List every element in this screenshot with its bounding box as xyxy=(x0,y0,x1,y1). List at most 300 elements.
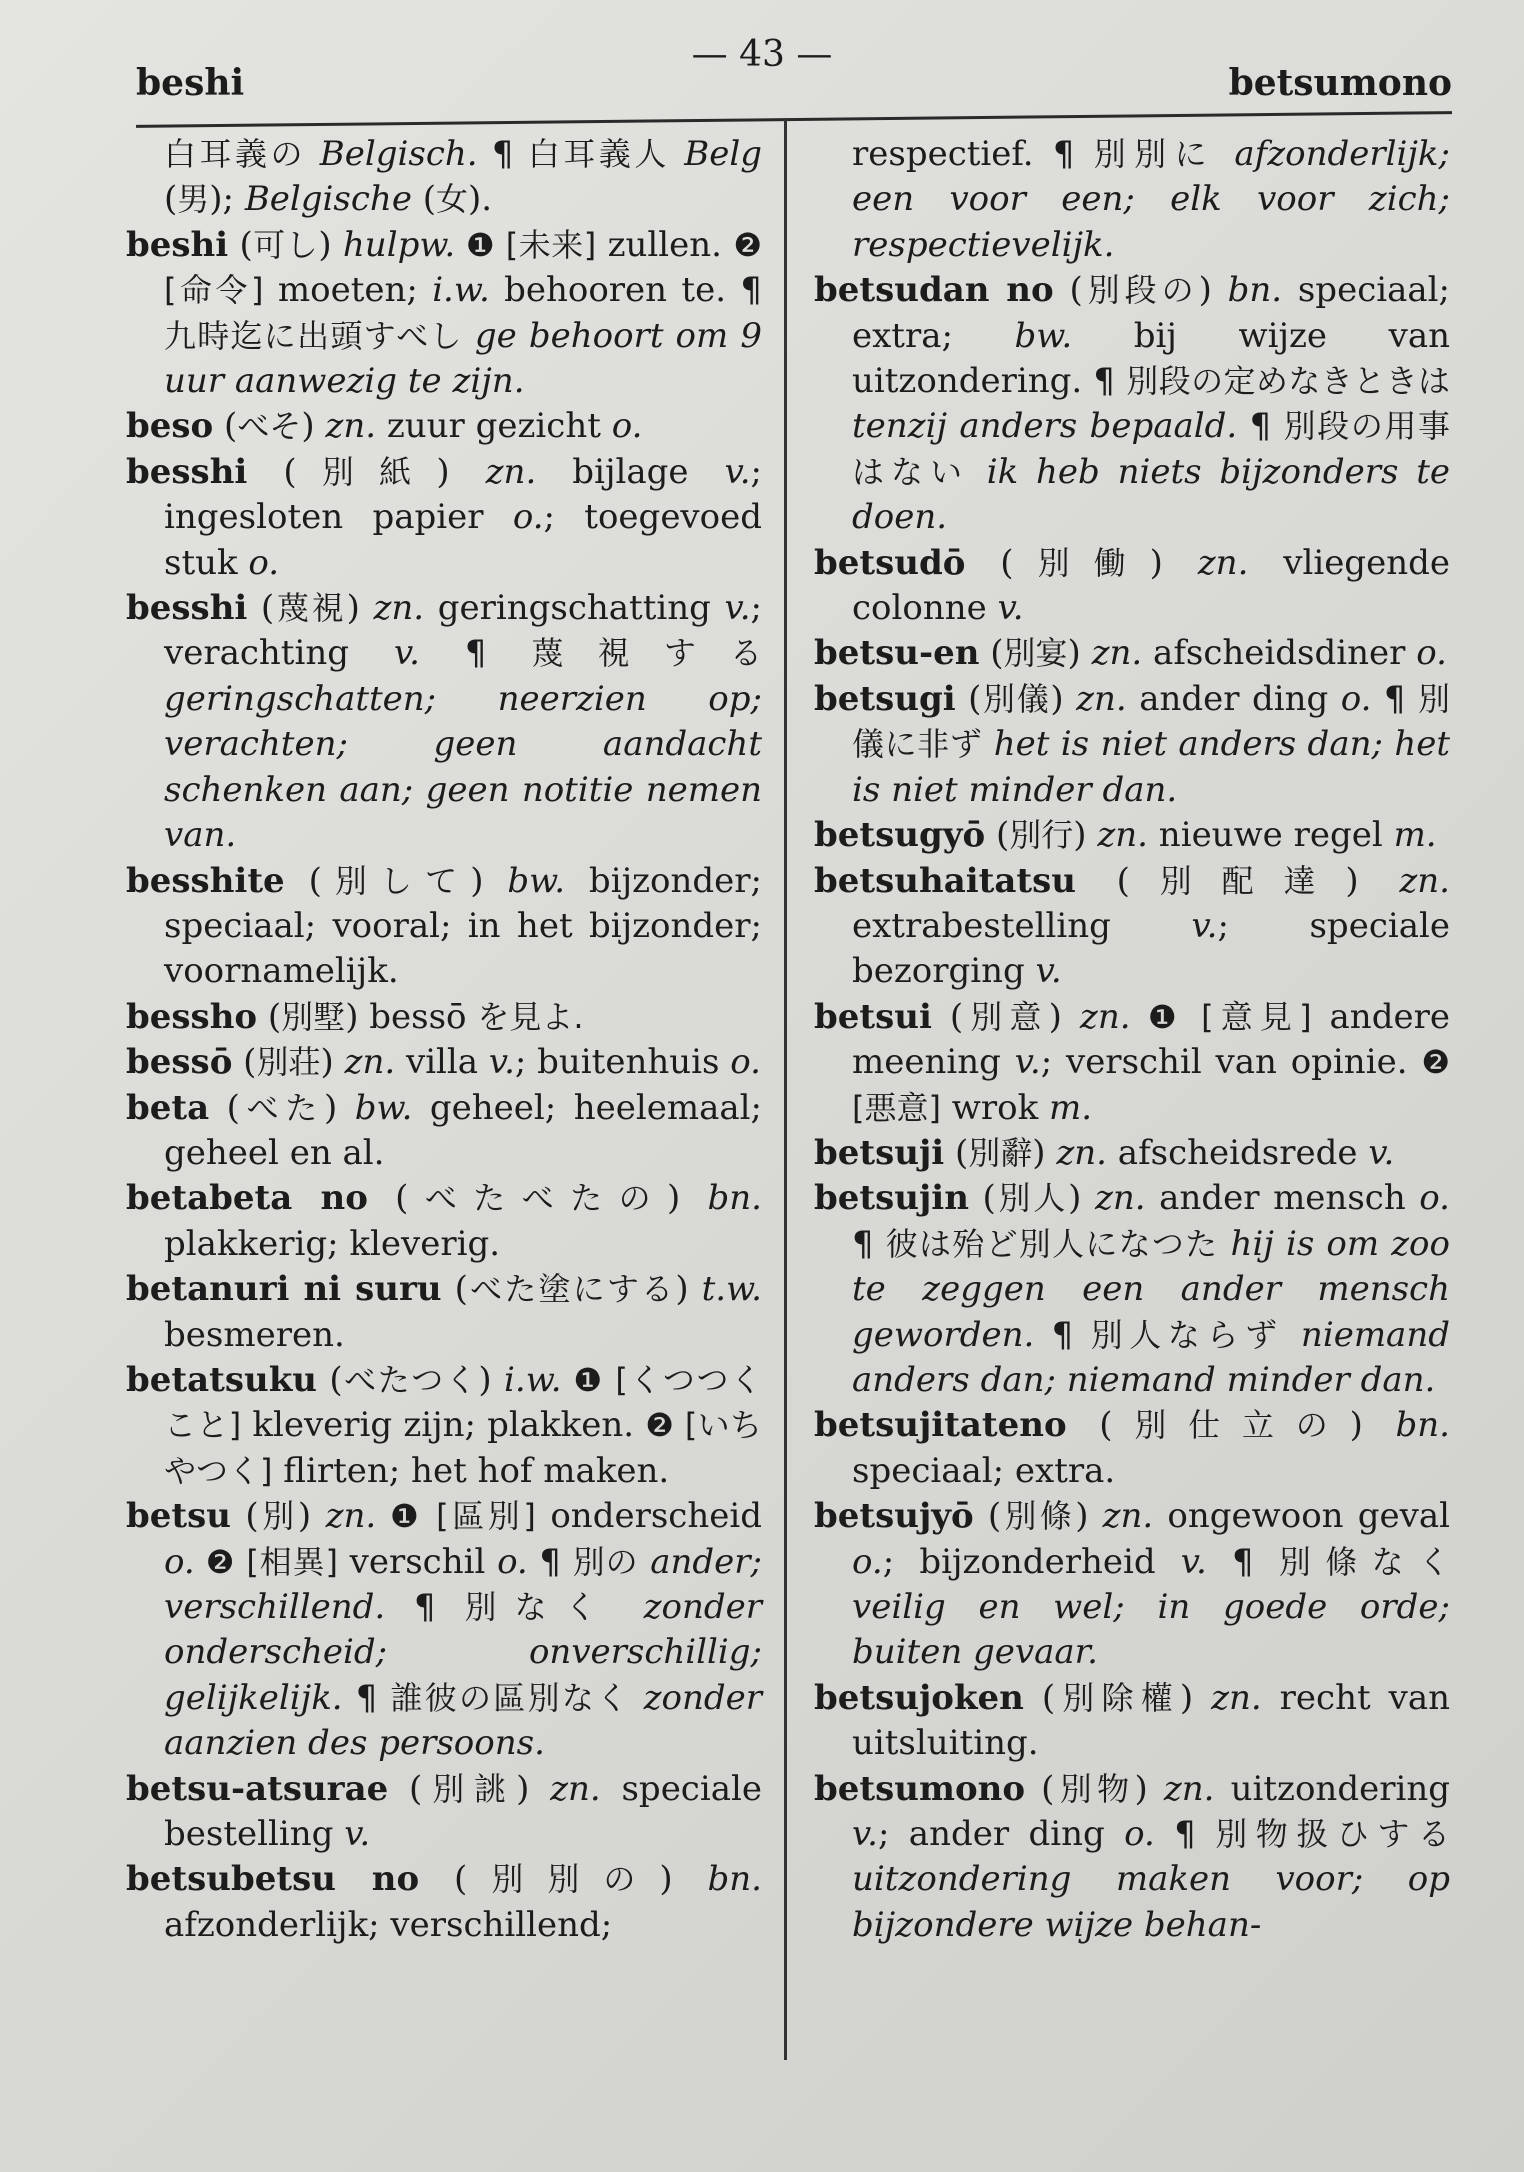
entry-text: ( xyxy=(411,179,437,220)
entry-text xyxy=(969,452,987,492)
headword: bessō xyxy=(126,1042,233,1083)
entry-text: [意見] xyxy=(1201,997,1312,1036)
entry-text: zonder onderscheid; onverschillig; gelijkelijk. xyxy=(164,1587,763,1718)
entry-text xyxy=(615,1587,644,1627)
entry-text: zn. xyxy=(1197,542,1249,583)
entry-text: ❷ xyxy=(733,225,762,264)
entry-text: べたつく xyxy=(342,1360,479,1399)
entry-text: べそ xyxy=(237,407,302,446)
entry-text: ( xyxy=(213,406,238,447)
entry-text: ¶ xyxy=(477,134,528,174)
entry-text: verschil xyxy=(337,1541,498,1582)
entry-text: bijlage xyxy=(536,451,725,492)
dictionary-entry xyxy=(126,1040,762,1085)
entry-text: zullen. xyxy=(596,224,734,265)
entry-text: ❶ xyxy=(455,225,506,264)
entry-text: zn. xyxy=(1097,815,1148,856)
dictionary-entry xyxy=(126,404,762,449)
entry-text: 別條 xyxy=(1001,1497,1076,1536)
dictionary-entry xyxy=(126,223,762,405)
entry-text: speciaal; extra. xyxy=(852,1450,1116,1491)
entry-text: べたべたの xyxy=(408,1179,668,1218)
entry-text: o. xyxy=(1416,633,1447,674)
entry-text xyxy=(630,1678,643,1718)
entry-text: bw. xyxy=(1014,315,1073,356)
dictionary-entry xyxy=(126,450,762,586)
entry-text: ¶ xyxy=(342,1677,391,1718)
dictionary-entry xyxy=(126,1857,762,1948)
entry-text: ❷ xyxy=(1421,1043,1450,1082)
entry-text: ) xyxy=(320,1042,345,1083)
entry-text: ) xyxy=(667,1178,708,1219)
entry-text: 蔑視 xyxy=(274,589,347,628)
dictionary-entry xyxy=(126,1494,762,1766)
dictionary-entry xyxy=(814,1676,1450,1767)
entry-text: zn. xyxy=(1211,1677,1262,1718)
entry-text: o. xyxy=(1340,678,1372,719)
entry-text: afscheidsrede xyxy=(1107,1132,1369,1173)
headword: besshite xyxy=(126,860,285,901)
headword: betsudan no xyxy=(814,270,1054,311)
headword: betsuhaitatsu xyxy=(814,860,1076,901)
entry-text: ) xyxy=(470,860,508,901)
entry-text: ( xyxy=(209,1087,240,1128)
entry-text: ; verachting xyxy=(164,588,762,674)
entry-text: 別儀に非ず xyxy=(852,679,1450,764)
entry-text: villa xyxy=(395,1042,489,1083)
entry-text: v. xyxy=(1191,905,1218,946)
entry-text: o. xyxy=(1124,1814,1155,1855)
entry-text: 別段の定めなきときは xyxy=(1126,362,1450,401)
entry-text: zn. xyxy=(1399,860,1450,901)
entry-text: 九時迄に出頭すべし xyxy=(164,316,463,355)
dictionary-entry xyxy=(126,1086,762,1177)
entry-text: 別働 xyxy=(1013,543,1150,582)
dictionary-entry xyxy=(814,541,1450,632)
entry-text: zuur gezicht xyxy=(376,406,612,447)
entry-text: o. xyxy=(497,1541,528,1582)
entry-text: ); xyxy=(209,179,245,220)
entry-text: ¶ xyxy=(1034,1314,1091,1355)
dictionary-entry xyxy=(126,586,762,858)
entry-text: zn. xyxy=(325,406,377,447)
entry-text: 別別に xyxy=(1093,135,1216,173)
entry-text: ( xyxy=(388,1768,423,1809)
entry-text: 別條なく xyxy=(1278,1542,1450,1581)
entry-text: ¶ xyxy=(527,1541,573,1582)
entry-text: ) xyxy=(297,1496,326,1537)
entry-text: 別別の xyxy=(467,1860,660,1899)
entry-text: 別配達 xyxy=(1129,861,1346,900)
entry-text: ik heb niets bijzonders te doen. xyxy=(852,451,1450,538)
entry-text: ander ding xyxy=(1126,678,1341,719)
entry-text: ) xyxy=(1068,1178,1095,1219)
entry-text: zonder aanzien des persoons. xyxy=(164,1677,762,1764)
entry-text: 別段の用事はない xyxy=(852,407,1450,491)
entry-text: afscheidsdiner xyxy=(1142,633,1417,674)
dictionary-entry xyxy=(126,995,762,1040)
headword: besshi xyxy=(126,588,248,629)
entry-text: ) xyxy=(1198,270,1228,311)
entry-text: flirten; het hof maken. xyxy=(272,1450,670,1491)
entry-text: besmeren. xyxy=(164,1314,345,1355)
dictionary-entry xyxy=(814,1131,1450,1176)
entry-text: ❷ xyxy=(645,1406,685,1445)
column-divider xyxy=(784,118,787,2060)
entry-text: 彼は殆ど別人になつた xyxy=(885,1224,1219,1263)
entry-text: Belgische xyxy=(244,179,412,220)
entry-text: zn. xyxy=(344,1042,396,1083)
entry-text: ( xyxy=(367,1178,409,1219)
entry-text: zn. xyxy=(485,451,537,492)
entry-text: wrok xyxy=(940,1087,1050,1128)
entry-text: 別人ならず xyxy=(1090,1315,1284,1354)
entry-text: 別行 xyxy=(1009,816,1074,855)
entry-text: ( xyxy=(228,224,253,265)
entry-text: ¶ xyxy=(1371,678,1418,719)
entry-text: v. xyxy=(1035,951,1062,992)
entry-text: bn. xyxy=(707,1859,762,1900)
headword: betsu-atsurae xyxy=(126,1768,389,1809)
entry-text: ) xyxy=(478,1359,505,1400)
entry-text: [未来] xyxy=(505,225,597,264)
headword: betsuji xyxy=(814,1132,945,1173)
entry-text: ( xyxy=(164,179,178,220)
entry-text: 蔑視する xyxy=(531,634,762,673)
entry-text: ( xyxy=(419,1859,468,1900)
entry-text: v. xyxy=(1368,1132,1395,1173)
entry-text: ( xyxy=(965,542,1014,583)
dictionary-entry xyxy=(814,631,1450,676)
entry-text: ( xyxy=(1023,1677,1056,1718)
headword: betanuri ni suru xyxy=(126,1269,442,1310)
entry-text: ( xyxy=(284,860,322,901)
entry-text: ander; verschillend. xyxy=(164,1541,762,1627)
entry-text: 別荘 xyxy=(256,1043,321,1082)
entry-text: zn. xyxy=(325,1496,377,1537)
entry-text: ; bijzonderheid xyxy=(882,1541,1181,1582)
entry-text: zn. xyxy=(1163,1768,1215,1809)
entry-text xyxy=(639,1542,651,1582)
dictionary-entry xyxy=(126,1176,762,1267)
entry-text: ( xyxy=(232,1042,257,1083)
headword: betsujitateno xyxy=(814,1405,1067,1446)
entry-text: nieuwe regel xyxy=(1147,815,1394,856)
entry-text: geringschatting xyxy=(424,588,725,629)
headword: betsu-en xyxy=(814,633,980,674)
entry-text: ; toegevoed stuk xyxy=(164,497,762,583)
dictionary-entry xyxy=(814,1176,1450,1403)
entry-text: zn. xyxy=(550,1768,601,1809)
entry-text: afzonderlijk; een voor een; elk voor zich; respectievelijk. xyxy=(852,134,1450,265)
entry-text: ) xyxy=(675,1269,702,1310)
dictionary-entry xyxy=(126,1767,762,1858)
entry-text: ( xyxy=(931,996,964,1037)
page-header xyxy=(0,0,1524,130)
entry-text: ¶ xyxy=(385,1587,465,1627)
entry-text: ( xyxy=(985,815,1010,856)
entry-text: 別段の xyxy=(1082,271,1199,310)
dictionary-entry xyxy=(126,1358,762,1494)
headword: betsujin xyxy=(814,1178,969,1219)
entry-text: ( xyxy=(1075,860,1130,901)
entry-text: 別物扱ひする xyxy=(1215,1815,1450,1854)
entry-text: ¶ xyxy=(1206,1541,1279,1582)
entry-text: o. xyxy=(611,406,643,447)
entry-text: geheel; heelemaal; geheel en al. xyxy=(164,1087,762,1173)
entry-text: ; ander ding xyxy=(877,1814,1125,1855)
entry-text: ; verschil van opinie. xyxy=(1040,1042,1422,1083)
entry-text: bn. xyxy=(707,1178,762,1219)
headword: betsudō xyxy=(814,542,966,583)
entry-text: 白耳義の xyxy=(164,135,320,173)
entry-text: uitzondering xyxy=(1214,1768,1450,1809)
entry-text xyxy=(1218,1224,1230,1264)
entry-text: vliegende colonne xyxy=(852,542,1450,629)
entry-text: ❷ xyxy=(194,1542,247,1581)
dictionary-entry xyxy=(814,132,1450,268)
entry-text: 別墅 xyxy=(281,997,346,1036)
entry-text: zn. xyxy=(1094,1178,1146,1219)
entry-text: zn. xyxy=(1056,1132,1107,1173)
entry-text: べた xyxy=(239,1088,324,1127)
entry-text: o. xyxy=(730,1042,761,1083)
entry-text: [命令] xyxy=(164,271,264,310)
entry-text: i.w. xyxy=(504,1359,562,1400)
entry-text: ) xyxy=(346,588,374,629)
entry-text: 別 xyxy=(258,1497,298,1536)
entry-text: ¶ xyxy=(852,1223,886,1264)
dictionary-entry xyxy=(814,677,1450,813)
entry-text: ) xyxy=(1067,633,1092,674)
entry-text: uitzondering maken voor; op bijzondere wijze behan- xyxy=(852,1859,1450,1945)
right-column xyxy=(814,132,1450,1948)
entry-text: [區別] xyxy=(436,1497,536,1536)
entry-text xyxy=(463,316,475,356)
entry-text: 別して xyxy=(321,861,471,900)
dictionary-entry xyxy=(126,859,762,995)
entry-text: ( xyxy=(1066,1405,1113,1446)
entry-text: を見よ. xyxy=(477,997,584,1036)
entry-text: kleverig zijn; plakken. xyxy=(241,1405,646,1446)
entry-text: ❶ xyxy=(561,1360,616,1399)
entry-text xyxy=(670,134,684,174)
entry-text: plakkerig; kleverig. xyxy=(164,1223,501,1264)
entry-text: speciale bestelling xyxy=(164,1768,762,1855)
entry-text: bijzonder; speciaal; vooral; in het bijzonder; voornamelijk. xyxy=(164,860,762,992)
entry-text: tenzij anders bepaald. xyxy=(852,406,1238,447)
entry-text: [相異] xyxy=(246,1542,338,1581)
entry-text: ( xyxy=(1053,270,1083,311)
entry-text: 女 xyxy=(436,180,469,219)
entry-text: 白耳義人 xyxy=(527,135,670,173)
entry-text: niemand anders dan; niemand minder dan. xyxy=(852,1314,1450,1400)
entry-text: ( xyxy=(1025,1768,1055,1809)
entry-text: ( xyxy=(257,996,282,1037)
dictionary-entry xyxy=(814,1767,1450,1949)
entry-text: 別儀 xyxy=(981,679,1051,718)
entry-text: zn. xyxy=(1091,633,1143,674)
entry-text: v. xyxy=(393,633,420,674)
entry-text: 別人 xyxy=(995,1179,1069,1218)
entry-text: ) xyxy=(1349,1405,1396,1446)
entry-text: recht van uitsluiting. xyxy=(852,1677,1450,1764)
dictionary-entry xyxy=(126,132,762,223)
entry-text: v. xyxy=(997,588,1024,629)
headword: betsujoken xyxy=(814,1677,1024,1718)
entry-text: respectief. xyxy=(852,134,1053,174)
entry-text: ) xyxy=(1179,1677,1212,1718)
entry-text: 男 xyxy=(177,180,210,219)
entry-text: ( xyxy=(955,678,982,719)
entry-text: ) xyxy=(1048,996,1080,1037)
entry-text: het is niet anders dan; het is niet minder dan. xyxy=(852,724,1450,810)
entry-text: ) xyxy=(1345,860,1400,901)
entry-text: bw. xyxy=(354,1087,413,1128)
entry-text: m. xyxy=(1393,815,1437,856)
entry-text: ¶ xyxy=(1093,361,1127,402)
entry-text: o. xyxy=(1419,1178,1450,1219)
entry-text: ( xyxy=(441,1269,468,1310)
entry-text: 別意 xyxy=(963,997,1049,1036)
headword: betsubetsu no xyxy=(126,1859,420,1900)
entry-text: Belg xyxy=(684,134,762,174)
entry-text: v. xyxy=(344,1814,371,1855)
entry-text: zn. xyxy=(1102,1496,1154,1537)
entry-text: 別除權 xyxy=(1055,1678,1180,1717)
entry-text: ¶ xyxy=(1052,134,1094,174)
entry-text: zn. xyxy=(373,588,425,629)
entry-text: bij wijze van uitzondering. xyxy=(852,315,1450,402)
entry-text: 別辭 xyxy=(968,1133,1033,1172)
entry-text: ) xyxy=(1149,542,1198,583)
entry-text: v. xyxy=(724,451,751,492)
entry-text xyxy=(982,724,993,764)
entry-text: ) xyxy=(1075,1496,1103,1537)
entry-text: moeten; xyxy=(263,270,433,311)
dictionary-entry xyxy=(814,995,1450,1131)
entry-text: speciaal; extra; xyxy=(852,270,1450,356)
entry-text: ) xyxy=(659,1859,708,1900)
entry-text: ) xyxy=(516,1768,551,1809)
entry-text: o. xyxy=(248,542,280,583)
entry-text: ( xyxy=(316,1359,343,1400)
entry-text: ( xyxy=(230,1496,259,1537)
entry-text: o. xyxy=(164,1541,195,1582)
dictionary-entry xyxy=(814,1403,1450,1494)
entry-text: ( xyxy=(247,451,297,492)
headword: beta xyxy=(126,1087,210,1128)
entry-text: ) xyxy=(318,224,343,265)
dictionary-entry xyxy=(814,1494,1450,1676)
entry-text: ) xyxy=(1050,678,1077,719)
entry-text: [くつつくこと] xyxy=(164,1360,763,1445)
entry-text: i.w. xyxy=(432,270,490,311)
entry-text: zn. xyxy=(1076,678,1127,719)
headword: betsugyō xyxy=(814,815,986,856)
entry-text: 別仕立の xyxy=(1112,1406,1350,1445)
headword: betsujyō xyxy=(814,1496,974,1537)
entry-text: 別紙 xyxy=(296,452,437,491)
entry-text: ge behoort om 9 uur aanwezig te zijn. xyxy=(164,315,762,402)
entry-text xyxy=(1284,1315,1301,1355)
entry-text: 可し xyxy=(252,225,319,264)
entry-text: ). xyxy=(468,179,493,220)
entry-text: v. xyxy=(1180,1541,1207,1582)
headword: betatsuku xyxy=(126,1359,317,1400)
entry-text: bn. xyxy=(1227,270,1283,311)
entry-text: ¶ xyxy=(1237,406,1284,447)
entry-text: v. xyxy=(488,1042,515,1083)
running-head-left: beshi xyxy=(136,62,245,104)
entry-text: Belgisch. xyxy=(319,134,478,174)
entry-text: ongewoon geval xyxy=(1153,1496,1450,1537)
entry-text: ( xyxy=(973,1496,1002,1537)
entry-text: 別物 xyxy=(1054,1769,1135,1808)
entry-text: ❶ xyxy=(376,1497,437,1536)
headword: betabeta no xyxy=(126,1178,368,1219)
entry-text: ) xyxy=(323,1087,355,1128)
headword: bessho xyxy=(126,996,258,1037)
entry-text: ) bessō xyxy=(345,996,478,1037)
entry-text: zn. xyxy=(1079,996,1131,1037)
entry-text: 別の xyxy=(572,1542,639,1581)
dictionary-entry xyxy=(126,1267,762,1358)
entry-text: v. xyxy=(1014,1042,1041,1083)
entry-text: ) xyxy=(1134,1768,1164,1809)
entry-text: ; speciale bezorging xyxy=(852,905,1450,992)
entry-text: o. xyxy=(852,1541,883,1582)
entry-text: v. xyxy=(724,588,751,629)
running-head-right: betsumono xyxy=(1228,62,1452,104)
entry-text: [悪意] xyxy=(852,1088,941,1127)
entry-text: ) xyxy=(301,406,326,447)
entry-text: afzonderlijk; verschillend; xyxy=(164,1904,613,1945)
entry-text: 別誂 xyxy=(422,1769,517,1808)
entry-text: v. xyxy=(852,1814,878,1855)
left-column xyxy=(126,132,762,1948)
headword: betsui xyxy=(814,996,932,1037)
entry-text: behooren te. xyxy=(489,270,741,311)
entry-text: べた塗にする xyxy=(467,1270,676,1309)
entry-text: ❶ xyxy=(1130,997,1202,1036)
entry-text: ( xyxy=(944,1132,969,1173)
entry-text: 別宴 xyxy=(1003,634,1068,673)
entry-text: ander mensch xyxy=(1145,1178,1420,1219)
entry-text: 別なく xyxy=(464,1588,615,1626)
entry-text: ) xyxy=(1032,1132,1057,1173)
entry-text: hulpw. xyxy=(342,224,456,265)
entry-text: ( xyxy=(247,588,275,629)
entry-text: veilig en wel; in goede orde; buiten gevaar. xyxy=(852,1587,1450,1673)
headword: betsumono xyxy=(814,1768,1026,1809)
headword: besshi xyxy=(126,451,248,492)
entry-text: geringschatten; neerzien op; verachten; geen aandacht schenken aan; geen notitie nemen van. xyxy=(164,678,762,856)
entry-text: ¶ xyxy=(740,270,762,311)
headword: beso xyxy=(126,406,214,447)
entry-text: bn. xyxy=(1395,1405,1450,1446)
entry-text: ( xyxy=(979,633,1004,674)
entry-text: t.w. xyxy=(701,1269,762,1310)
entry-text: ( xyxy=(968,1178,996,1219)
entry-text: o. xyxy=(512,497,544,538)
dictionary-entry xyxy=(814,813,1450,858)
page-number: — 43 — xyxy=(691,34,833,75)
headword: betsugi xyxy=(814,678,956,719)
entry-text: [いちやつく] xyxy=(164,1406,762,1490)
entry-text: ) xyxy=(436,451,486,492)
entry-text: ¶ xyxy=(419,633,532,674)
